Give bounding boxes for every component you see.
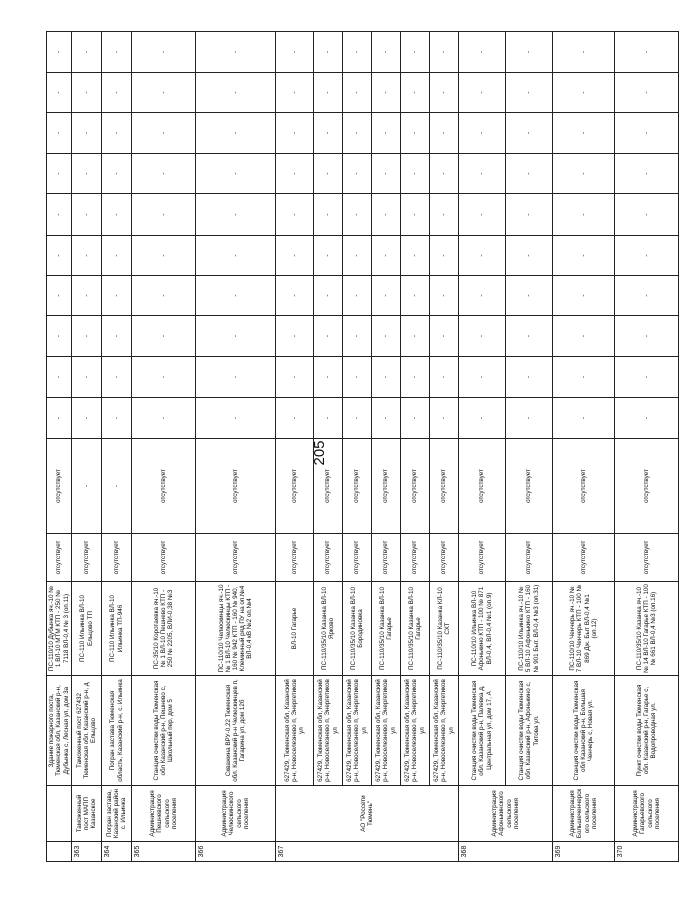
dash-cell: - [615, 73, 679, 113]
dash-cell: - [102, 276, 132, 316]
object-cell: Станция очистки воды Тюменская обл. Казанский р-н, Афонькино с, Титова ул. [506, 676, 553, 786]
dash-cell: - [430, 276, 459, 316]
dash-cell: - [459, 276, 506, 316]
status-cell: отсутствует [459, 534, 506, 582]
status-cell: отсутствует [615, 534, 679, 582]
dash-cell: - [506, 276, 553, 316]
status-cell: отсутствует [372, 534, 401, 582]
dash-cell: - [47, 398, 72, 439]
dash-cell: - [196, 32, 276, 73]
connection-point-cell: ПС-35/10 Коротаевка яч.-10 № 1 ВЛ-10 Пешнево КТП - 250 № 2205, ВЛИ-0,38 №3 [132, 582, 196, 676]
dash-cell: - [196, 316, 276, 357]
table-row-363 [72, 32, 102, 862]
status-cell: отсутствует [102, 534, 132, 582]
dash-cell: - [196, 113, 276, 154]
table-row-367-sub [343, 32, 372, 862]
object-cell: 627429, Тюменская обл, Казанский р-н, Новоселезнево п, Энергетиков ул [343, 676, 372, 786]
object-cell: 627429, Тюменская обл, Казанский р-н, Новоселезнево п, Энергетиков ул [372, 676, 401, 786]
dash-cell: - [47, 316, 72, 357]
consumer-cell: Администрация Пешневского сельского поселения [132, 786, 196, 842]
dash-cell: - [401, 316, 430, 357]
dash-cell: - [72, 194, 102, 236]
status-cell: отсутствует [506, 439, 553, 534]
dash-cell: - [430, 32, 459, 73]
dash-cell: - [47, 113, 72, 154]
table-row-368-sub [506, 32, 553, 862]
status-cell: отсутствует [401, 439, 430, 534]
dash-cell: - [314, 316, 343, 357]
dash-cell: - [401, 357, 430, 398]
status-cell: отсутствует [47, 439, 72, 534]
dash-cell: - [430, 398, 459, 439]
consumer-cell: Администрация Гагарьевского сельского поселения [615, 786, 679, 842]
dash-cell: - [506, 398, 553, 439]
dash-cell: - [506, 194, 553, 236]
object-cell: Здание пожарного поста, Тюменская обл, Казанский р-н, Дубынка с, Лесная ул, дом 3а [47, 676, 72, 786]
status-cell: отсутствует [506, 534, 553, 582]
row-number: 364 [102, 842, 132, 862]
dash-cell: - [430, 113, 459, 154]
object-cell: Станция очистки воды Тюменская обл Казанский р-н, Пешнево с, Школьный пер, дом 5 [132, 676, 196, 786]
dash-cell: - [343, 154, 372, 194]
status-cell: отсутствует [132, 439, 196, 534]
consumer-cell: АО "Россети Тюмень" [276, 786, 459, 842]
dash-cell: - [314, 32, 343, 73]
dash-cell: - [276, 357, 314, 398]
dash-cell: - [102, 113, 132, 154]
table-row-368 [459, 32, 506, 862]
connection-point-cell: ПС-110/35/10 Казанка ВЛ-10 Ярково [314, 582, 343, 676]
object-cell: 627429, Тюменская обл, Казанский р-н, Новоселезнево п, Энергетиков ул [314, 676, 343, 786]
dash-cell: - [615, 316, 679, 357]
dash-cell: - [615, 194, 679, 236]
dash-cell: - [430, 236, 459, 276]
dash-cell: - [276, 276, 314, 316]
dash-cell: - [102, 398, 132, 439]
connection-point-cell: ПС-110/10 Ченчерь яч.-10 № 7 ВЛ-10 Ченчерь КТП - 100 № 869 Дж. Быт ВЛ-0,4 №1 (оп.12) [553, 582, 615, 676]
row-number: 370 [615, 842, 679, 862]
status-cell: отсутствует [196, 439, 276, 534]
dash-cell: - [343, 236, 372, 276]
dash-cell: - [196, 154, 276, 194]
dash-cell: - [459, 398, 506, 439]
dash-cell: - [47, 154, 72, 194]
table-row-365 [132, 32, 196, 862]
table-row-367-sub [430, 32, 459, 862]
connection-point-cell: ПС-110/35/10 Казанка ВЛ-10 Гагарье [401, 582, 430, 676]
connection-point-cell: ПС-110/35/10 Казанка ВЛ-10 Бородиновка [343, 582, 372, 676]
connection-point-cell: ПС-110/10 Челюскинцы яч.-10 № 1 ВЛ-10 Челюскинцы КТП - 160 № 942 КТП - 160 № 940, Клеминный ряд ПУ на оп.№4 ВЛ-0,4 кВ №2 оп.№4 [196, 582, 276, 676]
object-cell: Погран застава Тюменская область, Казанский р-н, с. Ильинка [102, 676, 132, 786]
dash-cell: - [102, 194, 132, 236]
connection-point-cell: ПС-110 Ильинка ВЛ-10 Ильинка ТП-946 [102, 582, 132, 676]
table-row-370 [615, 32, 679, 862]
dash-cell: - [372, 154, 401, 194]
connection-point-cell: ПС-110/35/10 Казанка КЛ-10 СХТ [430, 582, 459, 676]
table-row-367-sub [372, 32, 401, 862]
connection-point-cell: ПС-110/10 Ильинка яч.-10 № 5 ВЛ-10 Афонькино КТП - 160 № 901 Быт. ВЛ-0,4 №3 (оп.31) [506, 582, 553, 676]
status-cell: отсутствует [72, 534, 102, 582]
dash-cell: - [372, 113, 401, 154]
dash-cell: - [430, 194, 459, 236]
dash-cell: - [343, 398, 372, 439]
dash-cell: - [506, 154, 553, 194]
rotated-table-page [46, 32, 661, 862]
dash-cell: - [372, 236, 401, 276]
dash-cell: - [72, 154, 102, 194]
dash-cell: - [553, 236, 615, 276]
dash-cell: - [372, 194, 401, 236]
dash-cell: - [102, 316, 132, 357]
dash-cell: - [615, 32, 679, 73]
object-cell: Станция очистки воды Тюменская обл Казанский р-н, Большая Ченчерь с, Новая ул. [553, 676, 615, 786]
dash-cell: - [196, 276, 276, 316]
connection-point-cell: ПС-110/10 Дубынка яч.-10 № 1 ВЛ-10 МТМ КТП - 250 № 7118 ВЛ-0,4 № 3 (оп.11) [47, 582, 72, 676]
consumer-cell: Администрация Большеченчерского сельского поселения [553, 786, 615, 842]
dash-cell: - [314, 276, 343, 316]
dash-cell: - [343, 32, 372, 73]
dash-cell: - [401, 113, 430, 154]
table-row-364 [102, 32, 132, 862]
dash-cell: - [401, 276, 430, 316]
dash-cell: - [314, 113, 343, 154]
row-number: 367 [276, 842, 459, 862]
object-cell: Пункт очистки воды Тюменская обл. Казанский р-н, Гагарье с, Водопроводная ул. [615, 676, 679, 786]
status-cell: - [72, 439, 102, 534]
dash-cell: - [459, 357, 506, 398]
dash-cell: - [132, 154, 196, 194]
dash-cell: - [506, 357, 553, 398]
row-number: 368 [459, 842, 553, 862]
object-cell: 627429, Тюменская обл, Казанский р-н, Новоселезнево п, Энергетиков ул [430, 676, 459, 786]
dash-cell: - [72, 316, 102, 357]
status-cell: - [102, 439, 132, 534]
dash-cell: - [276, 236, 314, 276]
table-row-continued [47, 32, 72, 862]
dash-cell: - [615, 357, 679, 398]
dash-cell: - [459, 236, 506, 276]
dash-cell: - [276, 113, 314, 154]
dash-cell: - [430, 357, 459, 398]
consumer-cell: Погран застава, Казанский район с. Ильинка [102, 786, 132, 842]
connection-point-cell: ВЛ-10 Гагарье [276, 582, 314, 676]
object-cell: Станция очистки воды Тюменская обл. Казанский р-н, Палевка д, Центральная ул, дом 17, А [459, 676, 506, 786]
dash-cell: - [47, 357, 72, 398]
row-number: 365 [132, 842, 196, 862]
dash-cell: - [430, 73, 459, 113]
connection-point-cell: ПС-110 Ильинка ВЛ-10 Ельцово ТП [72, 582, 102, 676]
page-number: 205 [311, 440, 328, 466]
status-cell: отсутствует [314, 534, 343, 582]
dash-cell: - [506, 316, 553, 357]
dash-cell: - [553, 316, 615, 357]
dash-cell: - [196, 73, 276, 113]
row-number: 369 [553, 842, 615, 862]
dash-cell: - [314, 398, 343, 439]
table-row-367-sub [401, 32, 430, 862]
dash-cell: - [72, 357, 102, 398]
dash-cell: - [506, 236, 553, 276]
dash-cell: - [132, 316, 196, 357]
dash-cell: - [459, 154, 506, 194]
dash-cell: - [372, 73, 401, 113]
dash-cell: - [401, 194, 430, 236]
connection-point-cell: ПС-110/35/10 Казанка яч.-10 № 14 ВЛ-10 Гагарье КТП - 100 № 661 ВЛ-0,4 №3 (оп.16) [615, 582, 679, 676]
connection-point-cell: ПС-110/10 Ильинка ВЛ-10 Афонькино КТП - 100 № 871 ВЛ-0,4, ВЛ-0,4 №1 (оп.9) [459, 582, 506, 676]
row-number: 363 [72, 842, 102, 862]
dash-cell: - [553, 194, 615, 236]
dash-cell: - [47, 276, 72, 316]
status-cell: отсутствует [615, 439, 679, 534]
status-cell: отсутствует [196, 534, 276, 582]
dash-cell: - [430, 154, 459, 194]
consumers-table [46, 31, 679, 862]
dash-cell: - [314, 73, 343, 113]
dash-cell: - [47, 194, 72, 236]
dash-cell: - [553, 276, 615, 316]
dash-cell: - [372, 357, 401, 398]
dash-cell: - [72, 276, 102, 316]
dash-cell: - [276, 73, 314, 113]
dash-cell: - [459, 194, 506, 236]
table-row-366 [196, 32, 276, 862]
status-cell: отсутствует [132, 534, 196, 582]
consumer-cell: Администрация Афонькинского сельского поселения [459, 786, 553, 842]
status-cell: отсутствует [343, 439, 372, 534]
dash-cell: - [102, 236, 132, 276]
dash-cell: - [47, 236, 72, 276]
dash-cell: - [401, 236, 430, 276]
dash-cell: - [102, 32, 132, 73]
status-cell: отсутствует [47, 534, 72, 582]
consumer-cell: Администрация Челюскинского сельского поселения [196, 786, 276, 842]
status-cell: отсутствует [430, 534, 459, 582]
dash-cell: - [553, 398, 615, 439]
dash-cell: - [132, 398, 196, 439]
dash-cell: - [132, 357, 196, 398]
object-cell: Таможенный пост 627432 Тюменская обл. Казанский р-н, д Ельцово [72, 676, 102, 786]
status-cell: отсутствует [276, 439, 314, 534]
dash-cell: - [372, 32, 401, 73]
table-row-367 [276, 32, 314, 862]
dash-cell: - [72, 113, 102, 154]
dash-cell: - [196, 194, 276, 236]
dash-cell: - [132, 236, 196, 276]
table-row-369 [553, 32, 615, 862]
dash-cell: - [506, 113, 553, 154]
object-cell: 627429, Тюменская обл, Казанский р-н, Новоселезнево п, Энергетиков ул [401, 676, 430, 786]
status-cell: отсутствует [372, 439, 401, 534]
dash-cell: - [72, 236, 102, 276]
dash-cell: - [372, 276, 401, 316]
dash-cell: - [72, 32, 102, 73]
dash-cell: - [459, 73, 506, 113]
dash-cell: - [553, 154, 615, 194]
dash-cell: - [276, 398, 314, 439]
dash-cell: - [72, 73, 102, 113]
table-row-367-sub [314, 32, 343, 862]
dash-cell: - [72, 398, 102, 439]
dash-cell: - [615, 154, 679, 194]
status-cell: отсутствует [276, 534, 314, 582]
status-cell: отсутствует [430, 439, 459, 534]
dash-cell: - [615, 398, 679, 439]
dash-cell: - [343, 276, 372, 316]
dash-cell: - [102, 154, 132, 194]
dash-cell: - [102, 73, 132, 113]
dash-cell: - [102, 357, 132, 398]
dash-cell: - [615, 276, 679, 316]
dash-cell: - [196, 357, 276, 398]
dash-cell: - [343, 113, 372, 154]
dash-cell: - [343, 194, 372, 236]
status-cell: отсутствует [314, 439, 343, 534]
dash-cell: - [196, 236, 276, 276]
dash-cell: - [276, 154, 314, 194]
dash-cell: - [196, 398, 276, 439]
dash-cell: - [372, 316, 401, 357]
dash-cell: - [615, 113, 679, 154]
dash-cell: - [506, 32, 553, 73]
dash-cell: - [343, 357, 372, 398]
dash-cell: - [430, 316, 459, 357]
dash-cell: - [276, 316, 314, 357]
dash-cell: - [132, 194, 196, 236]
consumer-cell: Таможенный пост МАПП Казанское [72, 786, 102, 842]
status-cell: отсутствует [401, 534, 430, 582]
dash-cell: - [132, 73, 196, 113]
dash-cell: - [553, 357, 615, 398]
dash-cell: - [47, 32, 72, 73]
dash-cell: - [459, 316, 506, 357]
row-number: 366 [196, 842, 276, 862]
dash-cell: - [459, 32, 506, 73]
dash-cell: - [276, 32, 314, 73]
dash-cell: - [314, 154, 343, 194]
dash-cell: - [506, 73, 553, 113]
dash-cell: - [314, 236, 343, 276]
dash-cell: - [343, 73, 372, 113]
object-cell: Скважина ВРУ-0,22 Тюменская обл. Казанский р-н Челюскинцев п, Гагарина ул, дом 12б [196, 676, 276, 786]
dash-cell: - [132, 276, 196, 316]
connection-point-cell: ПС-110/35/10 Казанка ВЛ-10 Гагарье [372, 582, 401, 676]
status-cell: отсутствует [553, 439, 615, 534]
status-cell: отсутствует [553, 534, 615, 582]
dash-cell: - [553, 32, 615, 73]
object-cell: 627429, Тюменская обл, Казанский р-н, Новоселезнево п, Энергетиков ул [276, 676, 314, 786]
dash-cell: - [132, 32, 196, 73]
dash-cell: - [615, 236, 679, 276]
dash-cell: - [401, 73, 430, 113]
dash-cell: - [47, 73, 72, 113]
status-cell: отсутствует [343, 534, 372, 582]
dash-cell: - [459, 113, 506, 154]
dash-cell: - [343, 316, 372, 357]
dash-cell: - [276, 194, 314, 236]
dash-cell: - [132, 113, 196, 154]
dash-cell: - [401, 32, 430, 73]
dash-cell: - [314, 357, 343, 398]
status-cell: отсутствует [459, 439, 506, 534]
dash-cell: - [372, 398, 401, 439]
dash-cell: - [401, 154, 430, 194]
dash-cell: - [401, 398, 430, 439]
dash-cell: - [553, 73, 615, 113]
dash-cell: - [314, 194, 343, 236]
dash-cell: - [553, 113, 615, 154]
